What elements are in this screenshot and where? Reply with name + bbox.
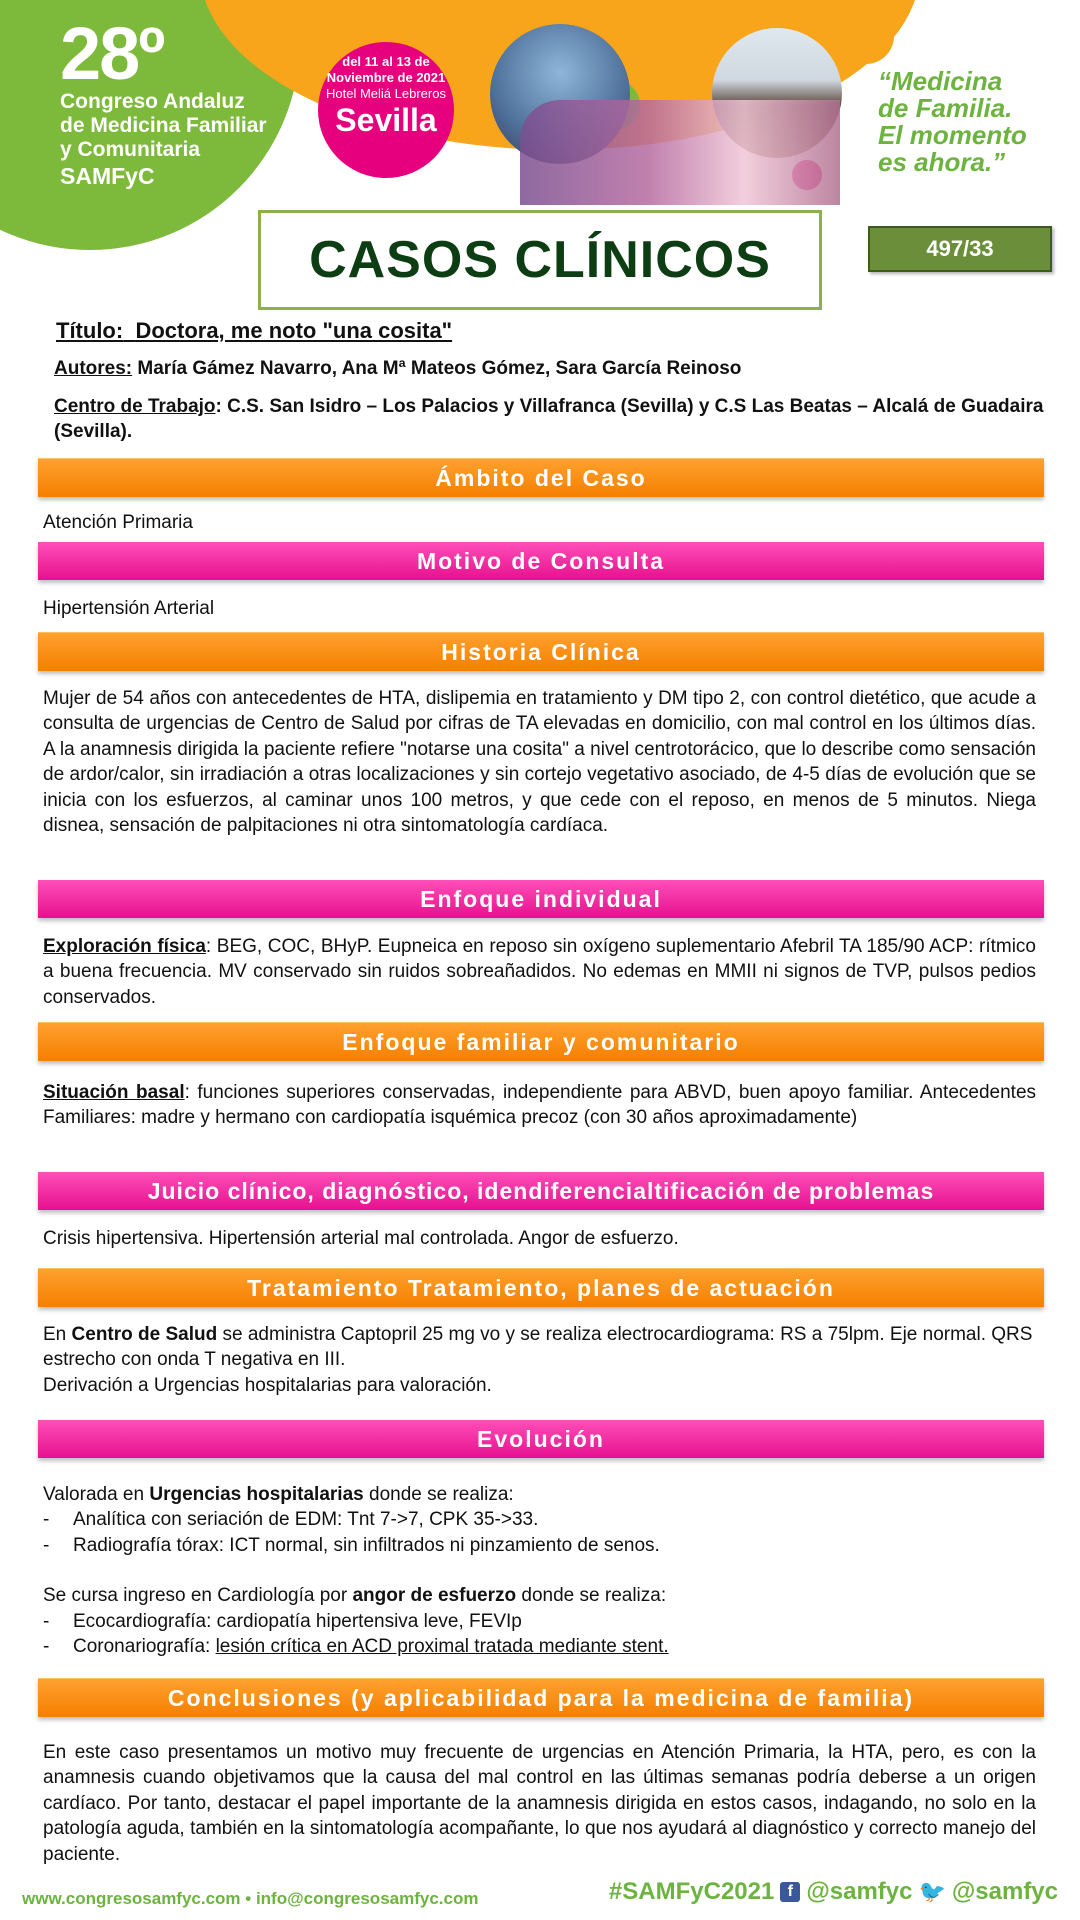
section-ambito: Ámbito del Caso	[38, 458, 1044, 497]
section-motivo: Motivo de Consulta	[38, 542, 1044, 580]
ambito-text: Atención Primaria	[43, 512, 193, 533]
titulo-label: Título:	[56, 318, 124, 343]
list-item: - Coronariografía: lesión crítica en ACD proximal tratada mediante stent.	[43, 1636, 669, 1658]
exploracion-text	[43, 934, 1036, 1010]
congress-line-1: Congreso Andaluz	[60, 90, 245, 113]
list-item: - Radiografía tórax: ICT normal, sin infiltrados ni pinzamiento de senos.	[43, 1533, 1036, 1558]
trat-line2: Derivación a Urgencias hospitalarias para valoración.	[43, 1374, 492, 1396]
evo2-intro	[43, 1583, 1036, 1608]
section-juicio: Juicio clínico, diagnóstico, idendiferencialtificación de problemas	[38, 1172, 1044, 1210]
list-item: - Analítica con seriación de EDM: Tnt 7->7, CPK 35->33.	[43, 1507, 1036, 1532]
section-enfoque-individual: Enfoque individual	[38, 880, 1044, 918]
twitter-icon: 🐦	[918, 1879, 946, 1904]
juicio-text: Crisis hipertensiva. Hipertensión arterial mal controlada. Angor de esfuerzo.	[43, 1228, 679, 1249]
edition-number: 28º	[60, 12, 164, 95]
congress-line-2: de Medicina Familiar	[60, 114, 267, 137]
conclusiones-text: En este caso presentamos un motivo muy frecuente de urgencias en Atención Primaria, la HTA, pero, es con la anamnesis cuando objetivamos que la causa del mal control en las últimas semanas podría deberse a un origen cardíaco. Por tanto, destacar el papel importante de la anamnesis dirigida en estos casos, indagando, no solo en la patología aguda, también en la sintomatología acompañante, lo que nos ayudará al diagnóstico y correcto manejo del paciente.	[43, 1742, 1036, 1865]
list-item: - Ecocardiografía: cardiopatía hipertensiva leve, FEVIp	[43, 1609, 1036, 1634]
slogan-quote	[878, 68, 1027, 176]
centro-label: Centro de Trabajo	[54, 396, 216, 417]
casos-clinicos-banner	[258, 210, 822, 310]
tratamiento-text	[43, 1322, 1036, 1398]
evo-bold: Urgencias hospitalarias	[149, 1484, 364, 1505]
evo-post: donde se realiza:	[363, 1484, 514, 1505]
evo2-item2-underlined: lesión crítica en ACD proximal tratada mediante stent.	[215, 1636, 669, 1658]
quote-line-3: El momento	[878, 120, 1027, 150]
situacion-text	[43, 1080, 1036, 1131]
evo2-item2-pre: Coronariografía:	[73, 1636, 216, 1658]
evo-pre: Valorada en	[43, 1484, 150, 1505]
case-title-line	[56, 318, 1046, 344]
twitter-handle[interactable]: @samfyc	[951, 1878, 1058, 1905]
trat-post: se administra Captopril 25 mg vo y se realiza electrocardiograma: RS a 75lpm. Eje normal. QRS estrecho con onda T negativa en III.	[43, 1324, 1033, 1371]
titulo-value: Doctora, me noto "una cosita"	[135, 318, 453, 343]
evo2-pre: Se cursa ingreso en Cardiología por	[43, 1585, 353, 1607]
centro-value: : C.S. San Isidro – Los Palacios y Villafranca (Sevilla) y C.S Las Beatas – Alcalá de Guadaira (Sevilla).	[54, 396, 1044, 442]
section-historia: Historia Clínica	[38, 632, 1044, 671]
yellow-circle	[838, 8, 894, 64]
situacion-label: Situación basal	[43, 1082, 185, 1103]
autores-label: Autores:	[54, 358, 133, 379]
authors-line	[54, 358, 1044, 380]
evo-item2: Radiografía tórax: ICT normal, sin infiltrados ni pinzamiento de senos.	[73, 1534, 660, 1556]
footer-web[interactable]: www.congresosamfyc.com • info@congresosamfyc.com	[22, 1889, 479, 1908]
trat-pre: En	[43, 1324, 72, 1345]
venue: Hotel Meliá Lebreros	[326, 86, 446, 101]
evo2-item1: Ecocardiografía: cardiopatía hipertensiva leve, FEVIp	[73, 1610, 522, 1632]
workplace-line	[54, 394, 1044, 444]
org-name: SAMFyC	[60, 163, 155, 189]
quote-line-4: es ahora.”	[878, 147, 1006, 177]
date-badge	[318, 42, 454, 178]
dates-line1: del 11 al 13 de	[342, 54, 430, 69]
autores-value: María Gámez Navarro, Ana Mª Mateos Gómez, Sara García Reinoso	[137, 358, 742, 379]
historia-text: Mujer de 54 años con antecedentes de HTA, dislipemia en tratamiento y DM tipo 2, con control dietético, que acude a consulta de urgencias de Centro de Salud por cifras de TA elevadas en domicilio, con mal control en los últimos días. A la anamnesis dirigida la paciente refiere "notarse una cosita" a nivel centrotorácico, que lo describe como sensación de ardor/calor, sin irradiación a otras localizaciones y sin cortejo vegetativo asociado, de 4-5 días de evolución que se inicia con los esfuerzos, al caminar unos 100 metros, y que cede con el reposo, en menos de 5 minutos. Niega disnea, sensación de palpitaciones ni otra sintomatología cardíaca.	[43, 688, 1036, 837]
evo-intro	[43, 1482, 1036, 1507]
congress-line-3: y Comunitaria	[60, 138, 201, 161]
case-number-badge	[868, 226, 1052, 272]
exploracion-body: : BEG, COC, BHyP. Eupneica en reposo sin oxígeno suplementario Afebril TA 185/90 ACP: rítmico a buena frecuencia. MV conservado sin ruidos sobreañadidos. No edemas en MMII ni signos de TVP, pulsos pedios conservados.	[43, 936, 1036, 1008]
evo2-bold: angor de esfuerzo	[352, 1585, 517, 1607]
dates-line2: Noviembre de 2021	[326, 70, 446, 85]
evo-item1: Analítica con seriación de EDM: Tnt 7->7, CPK 35->33.	[73, 1509, 539, 1531]
section-tratamiento: Tratamiento Tratamiento, planes de actuación	[38, 1268, 1044, 1307]
section-evolucion: Evolución	[38, 1420, 1044, 1458]
case-number: 497/33	[926, 236, 994, 261]
city: Sevilla	[335, 102, 437, 138]
facebook-handle[interactable]: @samfyc	[806, 1878, 913, 1905]
exploracion-label: Exploración física	[43, 936, 206, 957]
casos-title: CASOS CLÍNICOS	[309, 231, 771, 289]
trat-bold: Centro de Salud	[71, 1324, 218, 1345]
quote-line-2: de Familia.	[878, 93, 1013, 123]
situacion-body: : funciones superiores conservadas, independiente para ABVD, buen apoyo familiar. Antecedentes Familiares: madre y hermano con cardiopatía isquémica precoz (con 30 años aproximadamente)	[43, 1082, 1037, 1129]
section-conclusiones: Conclusiones (y aplicabilidad para la medicina de familia)	[38, 1678, 1044, 1717]
evolucion-text	[43, 1482, 1036, 1659]
photo-strip	[520, 100, 840, 205]
motivo-text: Hipertensión Arterial	[43, 598, 215, 619]
facebook-icon: f	[780, 1882, 800, 1902]
congress-title	[60, 12, 267, 190]
quote-line-1: “Medicina	[878, 66, 1003, 96]
evo2-post: donde se realiza:	[516, 1585, 667, 1607]
footer-social	[609, 1878, 1058, 1906]
section-enfoque-familiar: Enfoque familiar y comunitario	[38, 1022, 1044, 1061]
hashtag: #SAMFyC2021	[608, 1878, 775, 1905]
